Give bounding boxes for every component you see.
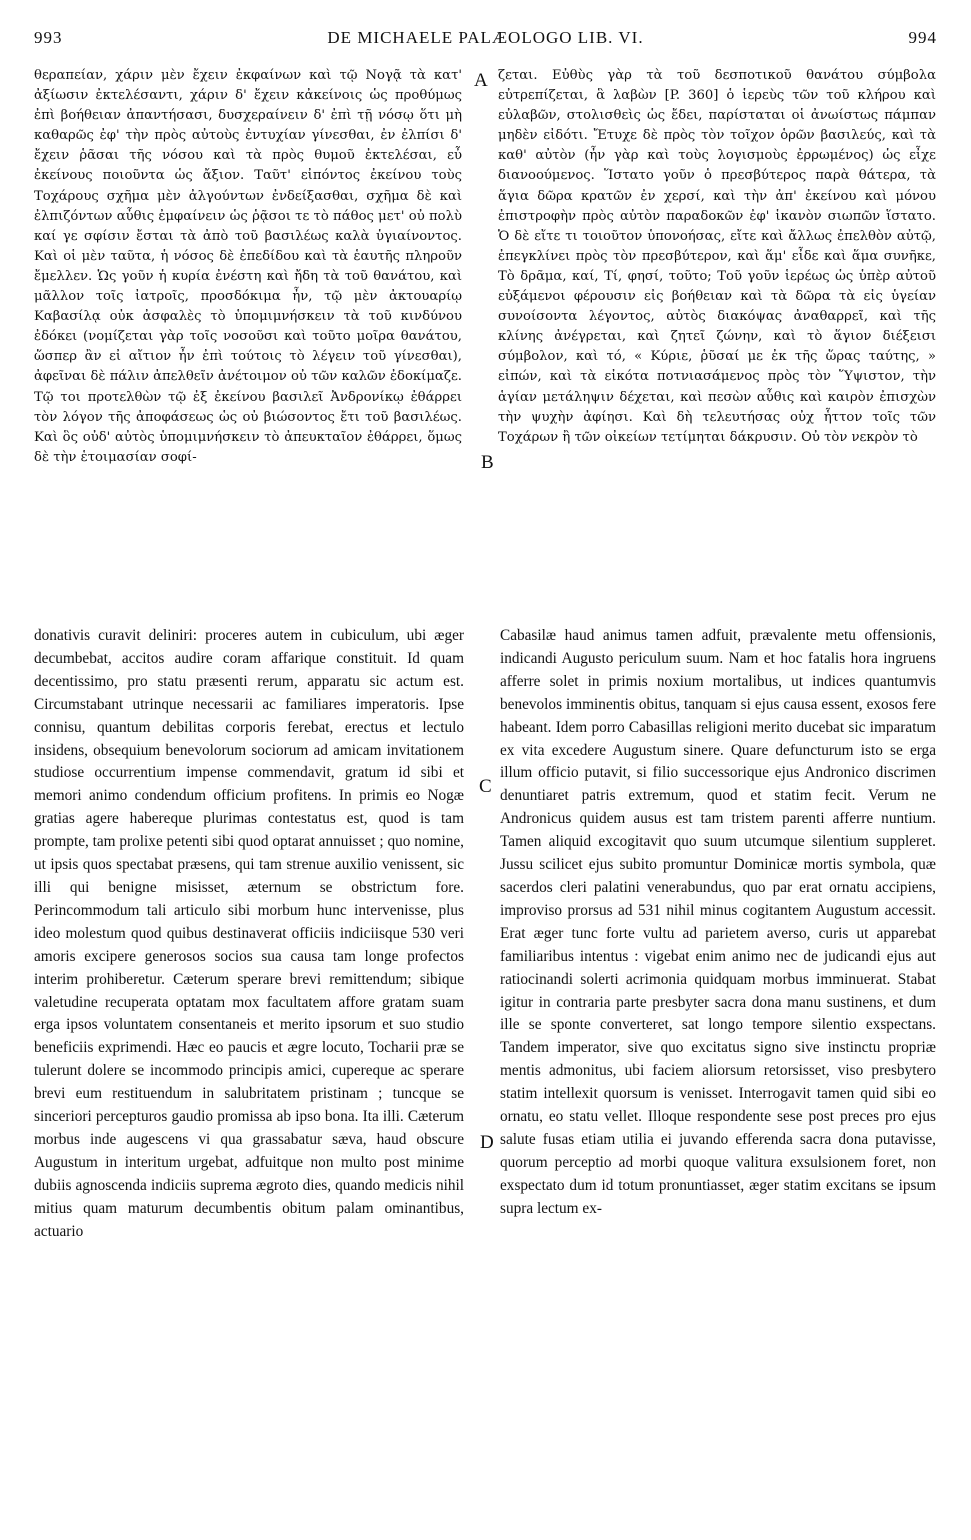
section-marker-c: C [479, 776, 492, 797]
running-title: DE MICHAELE PALÆOLOGO LIB. VI. [327, 28, 644, 47]
section-marker-b: B [481, 452, 494, 473]
page-number-left: 993 [34, 28, 63, 47]
greek-column-right [498, 66, 936, 448]
greek-text-left: θεραπείαν, χάριν μὲν ἔχειν ἐκφαίνων καὶ τῷ Νογᾷ τὰ κατ' ἀξίωσιν ἐκτελέσαντι, χάριν δ' ἔχειν κἀκείνοις ὡς προθύμως ἐπὶ βοήθειαν ἀπαντήσασι, δυσχεραίνειν δ' ἐπὶ τῇ νόσῳ ὅτι μὴ καθαρῶς ἐφ' τὴν πρὸς αὐτοὺς ἐντυχίαν γίνεσθαι, ἐν ἐλπίσι δ' ἔχειν ῥᾶσαι τῆς νόσου καὶ τὰ πρὸς θυμοῦ ἐκτελέσαι, εὖ ἐκείνους ποιοῦντα ὡς ἄξιον. Ταῦτ' εἰπόντος ἐκείνου τοὺς Τοχάρους σχῆμα μὲν ἀλγούντων ἐνδείξασθαι, σχῆμα δὲ καὶ ἐλπιζόντων αὖθις ἐμφαίνειν ὡς ῥᾷσοι τε τὸ πάθος μετ' οὐ πολὺ καί γε σφίσιν ἔσται τὰ ἀπὸ τοῦ βασιλέως καλὰ ὑγιαίνοντος. Καὶ οἱ μὲν ταῦτα, ἡ νόσος δὲ ἐπεδίδου καὶ τὰ ἑαυτῆς πληροῦν ἔμελλεν. Ὡς γοῦν ἡ κυρία ἐνέστη καὶ ἤδη τὰ τοῦ θανάτου, καὶ μᾶλλον τοῖς ἰατροῖς, προσδόκιμα ἦν, τῷ μὲν ἀκτουαρίῳ Καβασίλᾳ οὐκ ἀσφαλὲς τὸ ὑπομιμνήσκειν τὰ τοῦ κινδύνου ἐδόκει (νομίζεται γὰρ τοῖς νοσοῦσι καὶ τοῦτο μοῖρα θανάτου, ὥσπερ ἂν εἰ αἴτιον ἦν ἐπὶ τούτοις τὸ λέγειν τοῦ γίνεσθαι), ἀφεῖναι δὲ πάλιν ἀπελθεῖν ἀνέτοιμον οὐ τῶν καλῶν ἐδοκίμαζε. Τῷ τοι προτελθὼν τῷ ἐξ ἐκείνου βασιλεῖ Ἀνδρονίκῳ ἐθάρρει τὸν λόγον τῆς ἀποφάσεως ὡς οὐ βιώσοντος ἔτι τοῦ βασιλέως. Καὶ ὃς οὐδ' αὐτὸς ὑπομιμνήσκειν τὸ ἀπευκταῖον ἐθάρρει, ὅμως δὲ τὴν ἑτοιμασίαν σοφί- [34, 68, 462, 465]
page-header [34, 28, 937, 58]
latin-text-left: donativis curavit deliniri: proceres autem in cubiculum, ubi æger decumbebat, accitos audire coram affarique constituit. Id quam decentissimo, pro statu præsenti rerum, apparatu sic actum est. Circumstabant utrinque necessarii ac familiares imperatoris. Ipse connisu, quantum debilitas corporis ferebat, erectus et lectulo insidens, obsequium benevolorum sociorum ad amicam invitationem studiose occurrentium impense commendavit, gratum id sibi et memori animo condendum officium profitens. In primis eo Nogæ gratias agere habereque plurimas contestatus est, quod is tam prompte, tam prolixe petenti sibi quod optarat annuisset ; quo nomine, ut ipsis quos spectabat præsens, qui tam strenue auxilio venissent, sic illi qui benigne misisset, æternum se obstrictum fore. Perincommodum tali articulo sibi morbum hunc intervenisse, plus ideo molestum quod quibus destinaverat officiis indiciisque 530 veri amoris excipere generosos socios sua causa tam longe profectos interim prohiberetur. Cæterum sperare brevi remittendum; sibique valetudine recuperata optatam mox facultatem affore gratam suam erga ipsos voluntatem consentaneis et merito ipsorum et suo studio beneficiis exprimendi. Hæc eo paucis et ægre locuto, Tocharii præ se tulerunt dolere se incommodo principis amici, cupereque ac sperare brevi eum restituendum in salubritatem pristinam ; tuncque se sinceriori percepturos gaudio promissa ab ipso bona. Ita illi. Cæterum morbus inde augescens vi qua grassabatur sæva, haud obscure Augustum in interitum urgebat, adfuitque non multo post minime dubiis agnoscenda indiciis suprema ægroto dies, quando medicis nihil mitius quam maturum decumbentis obitum palam ominantibus, actuario [34, 627, 464, 1240]
greek-text-right: ζεται. Εὐθὺς γὰρ τὰ τοῦ δεσποτικοῦ θανάτου σύμβολα εὐτρεπίζεται, ἃ λαβὼν [P. 360] ὁ ἱερεὺς τῶν τοῦ κλήρου καὶ εὐλαβῶν, στολισθεὶς ὡς ἔδει, παρίσταται οἱ ἀνωίστως πάμπαν μηδὲν εἰδότι. Ἔτυχε δὲ πρὸς τὸν τοῖχον ὁρῶν βασιλεύς, καὶ τὰ καθ' αὐτὸν (ἦν γὰρ καὶ τοὺς λογισμοὺς ἐρρωμένος) ὡς εἶχε διανοούμενος. Ἵστατο γοῦν ὁ πρεσβύτερος παρὰ θάτερα, τὰ ἅγια δῶρα κρατῶν ἐν χερσί, καὶ τὴν ἀπ' ἐκείνου καὶ μόνου ἐπιστροφὴν πρὸς αὐτὸν παραδοκῶν ἐφ' ἱκανὸν σιωπῶν ἵστατο. Ὁ δὲ εἴτε τι τοιοῦτον ὑπονοήσας, εἴτε καὶ ἄλλως ἐπελθὸν αὐτῷ, ἐπεγκλίνει πρὸς τὸν πρεσβύτερον, καὶ ἅμ' εἶδε καὶ ἅμα συνῆκε, Τὸ δρᾶμα, καί, Τί, φησί, τοῦτο; Τοῦ γοῦν ἱερέως ὡς ὑπὲρ αὐτοῦ εὐξάμενοι φέρουσιν εἰς βοήθειαν καὶ τὰ δῶρα τὰ εἰς ὑγείαν συνοίσοντα λέγοντος, αὐτὸς διακόψας ἀναθαρρεῖ, καὶ τῆς κλίνης ἀνέγρεται, καὶ ζητεῖ ζώνην, καὶ τὸ ἅγιον διέξεισι σύμβολον, καὶ τό, « Κύριε, ῥῦσαί με ἐκ τῆς ὥρας ταύτης, » εἰπών, καὶ τὰ εἰκότα ποτνιασάμενος πρὸς τὸν Ὕψιστον, τὴν ἁγίαν μετάληψιν δέχεται, καὶ πεσὼν αὖθις καὶ καιρὸν ἐπισχὼν τὴν ψυχὴν ἀφίησι. Καὶ δὴ τελευτήσας οὐχ ἧττον τοῖς τῶν Τοχάρων ἢ τῶν οἰκείων τετίμηται δάκρυσιν. Οὐ τὸν νεκρὸν τὸ [498, 68, 936, 445]
section-marker-d: D [480, 1132, 494, 1153]
greek-column-left [34, 66, 462, 468]
section-marker-a: A [474, 70, 488, 91]
latin-text-right: Cabasilæ haud animus tamen adfuit, prævalente metu offensionis, indicandi Augusto periculum suum. Nam et hoc fatalis hora ingruens afferre solet in primis noxium mortalibus, ut indices quantumvis benevolos imminentis obitus, tanquam si ejus causa essent, exosos fere habeant. Idem porro Cabasillas religioni merito ducebat sic imparatum ex vita excedere Augustum sinere. Quare defuncturum isto se erga illum officio putavit, si filio successorique ejus Andronico discrimen denuntiaret patris extremum, quod et statim fecit. Verum ne Andronicus quidem ausus est tam tristem parenti afferre nuntium. Tamen aliquid excogitavit quo suum utcumque silentium suppleret. Jussu scilicet ejus subito promuntur Dominicæ mortis symbola, quæ sacerdos cleri palatini venerabundus, quo par erat ornatu accipiens, improviso prorsus ad 531 nihil minus cogitantem Augustum accessit. Erat æger tunc forte vultu ad parietem averso, curis ut apparebat familiaribus intentus : vigebat enim animo nec de judicandi ejus aut ratiocinandi solerti acrimonia quidquam morbus imminuerat. Stabat igitur in contraria parte presbyter sacra dona manu sustinens, et dum ille se sponte converteret, sat longo tempore silentio exspectans. Tandem imperator, sive quo excitatus signo sive instinctu propriæ mentis admonitus, ubi faciem aliorsum retorsisset, viso presbytero statim intellexit quorsum is venisset. Interrogavit tamen quid sibi eo ornatu, eo statu vellet. Illoque respondente sese post preces pro ejus salute fusas etiam utilia ei juvando efferenda sacra dona putavisse, quorum perceptio ad morbi quoque valitura exsulsionem foret, non exspectato dum id totum pronuntiasset, æger statim excitans se ipsum supra lectum ex- [500, 627, 936, 1217]
latin-column-right [500, 625, 936, 1221]
page-number-right: 994 [908, 28, 937, 47]
latin-column-left [34, 625, 464, 1243]
